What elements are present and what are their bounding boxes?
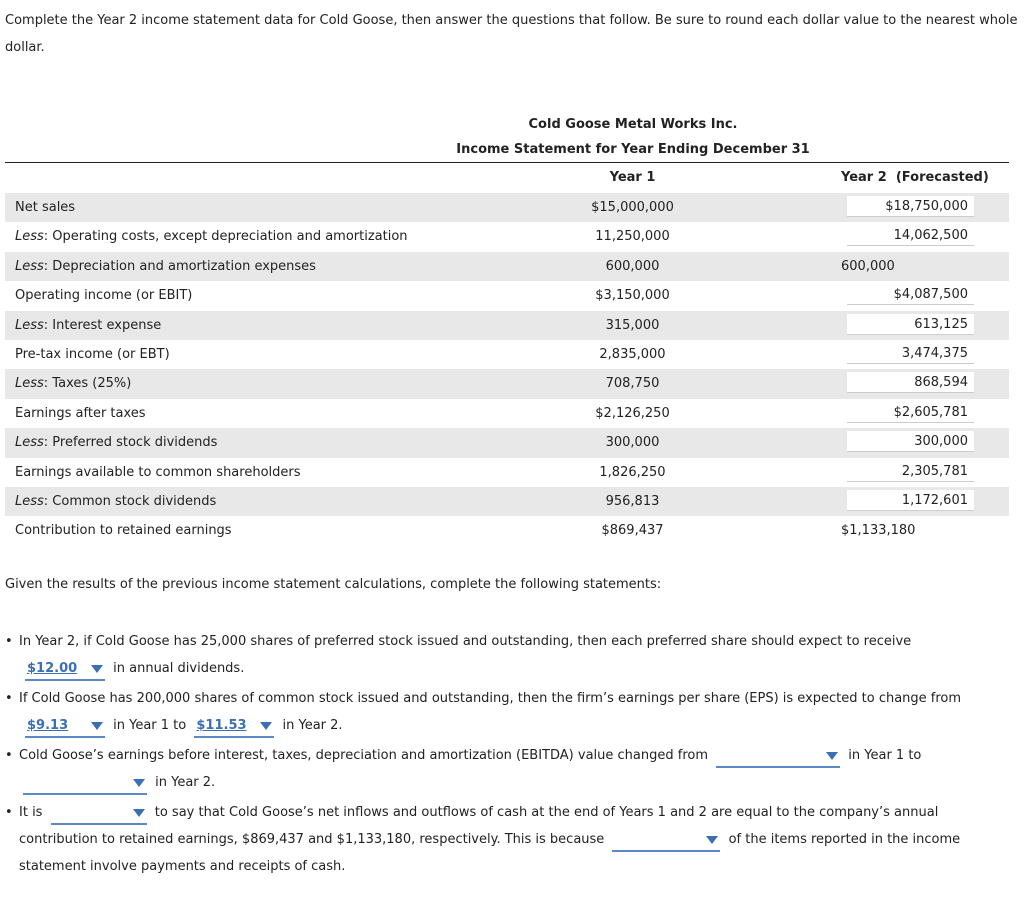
ebitda-year1-dropdown[interactable]: [716, 746, 840, 768]
dropdown-arrow-icon: [260, 722, 272, 730]
table-row: [5, 340, 1009, 369]
row-label: Pre-tax income (or EBT): [15, 346, 170, 362]
eps-year1-dropdown[interactable]: $9.13: [25, 716, 105, 738]
year2-input[interactable]: 2,305,781: [847, 461, 974, 482]
year2-input[interactable]: $2,605,781: [847, 402, 974, 423]
accuracy-dropdown[interactable]: [51, 803, 147, 825]
eps-year2-dropdown[interactable]: $11.53: [194, 716, 274, 738]
year2-input[interactable]: 868,594: [847, 372, 974, 393]
year2-input[interactable]: $18,750,000: [847, 196, 974, 217]
row-label: Operating income (or EBIT): [15, 288, 193, 304]
year1-value: $869,437: [601, 523, 664, 539]
table-row: [5, 311, 1009, 340]
dropdown-arrow-icon: [706, 836, 718, 844]
year2-input[interactable]: 613,125: [847, 314, 974, 335]
year1-value: 11,250,000: [595, 229, 670, 245]
ebitda-year2-dropdown[interactable]: [23, 773, 147, 795]
table-row: [5, 428, 1009, 457]
instructions: Complete the Year 2 income statement data for Cold Goose, then answer the questions that follow. Be sure to round each dollar value to the nearest whole dollar.: [5, 13, 1018, 55]
year2-input[interactable]: 1,172,601: [847, 490, 974, 511]
row-label: Less: Common stock dividends: [15, 493, 217, 509]
row-label: Earnings after taxes: [15, 405, 146, 421]
dropdown-arrow-icon: [826, 752, 838, 760]
table-row: [5, 252, 1009, 281]
table-row: [5, 458, 1009, 487]
income-statement-table: [5, 193, 1009, 546]
row-label: Less: Depreciation and amortization expenses: [15, 258, 316, 274]
year1-value: 600,000: [605, 258, 660, 274]
table-row: [5, 369, 1009, 398]
row-label: Less: Preferred stock dividends: [15, 435, 218, 451]
table-row: [5, 487, 1009, 516]
row-label: Contribution to retained earnings: [15, 523, 232, 539]
dropdown-arrow-icon: [91, 722, 103, 730]
question-2: • If Cold Goose has 200,000 shares of common stock issued and outstanding, then the firm’s earnings per share (EPS) is expected to change from $9.13 in Year 1 to $11.53 in Year 2.: [5, 685, 1020, 739]
preferred-dividend-dropdown[interactable]: $12.00: [25, 659, 105, 681]
reason-dropdown[interactable]: [612, 830, 720, 852]
year1-value: $3,150,000: [595, 288, 670, 304]
year2-value: 600,000: [841, 258, 895, 274]
year2-input[interactable]: 14,062,500: [847, 225, 974, 246]
year1-value: 956,813: [605, 493, 660, 509]
row-label: Less: Operating costs, except depreciation and amortization: [15, 229, 408, 245]
table-row: [5, 193, 1009, 222]
given-text: Given the results of the previous income statement calculations, complete the following statements:: [5, 577, 662, 592]
year1-value: 315,000: [605, 317, 660, 333]
table-row: [5, 399, 1009, 428]
col-year2: Year 2 (Forecasted): [841, 170, 989, 185]
question-1: • In Year 2, if Cold Goose has 25,000 shares of preferred stock issued and outstanding, then each preferred share should expect to receive $12.00 in annual dividends.: [5, 628, 1020, 682]
year1-value: 2,835,000: [599, 346, 666, 362]
table-row: [5, 222, 1009, 251]
table-row: [5, 516, 1009, 545]
dropdown-arrow-icon: [133, 779, 145, 787]
year1-value: 1,826,250: [599, 464, 666, 480]
year2-input[interactable]: $4,087,500: [847, 284, 974, 305]
year1-value: 708,750: [605, 376, 660, 392]
dropdown-arrow-icon: [91, 665, 103, 673]
year1-value: $2,126,250: [595, 405, 670, 421]
year2-input[interactable]: 3,474,375: [847, 343, 974, 364]
statement-title: Income Statement for Year Ending December 31: [456, 142, 810, 157]
dropdown-arrow-icon: [133, 809, 145, 817]
row-label: Earnings available to common shareholders: [15, 464, 301, 480]
company-name: Cold Goose Metal Works Inc.: [528, 117, 738, 132]
col-year1: Year 1: [609, 170, 656, 185]
row-label: Less: Taxes (25%): [15, 376, 132, 392]
row-label: Net sales: [15, 200, 76, 215]
year2-value: $1,133,180: [841, 523, 916, 539]
question-3: • Cold Goose’s earnings before interest, taxes, depreciation and amortization (EBITDA) value changed from in Year 1 to in Year 2.: [5, 742, 1020, 796]
year1-value: $15,000,000: [591, 200, 674, 215]
question-4: • It is to say that Cold Goose’s net inflows and outflows of cash at the end of Years 1 and 2 are equal to the company’s annual contribution to retained earnings, $869,437 and $1,133,180, respectively. This is because of the items reported in the income statement involve payments and receipts of cash.: [5, 805, 961, 874]
header-rule: [5, 162, 1009, 163]
year1-value: 300,000: [605, 435, 660, 451]
year2-input[interactable]: 300,000: [847, 431, 974, 452]
row-label: Less: Interest expense: [15, 317, 162, 333]
table-row: [5, 281, 1009, 310]
